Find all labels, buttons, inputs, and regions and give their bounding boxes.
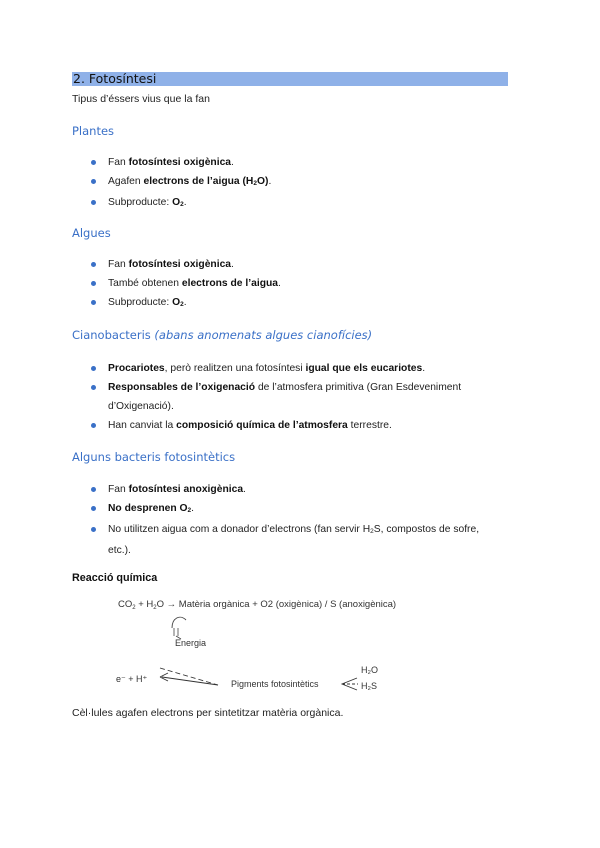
energy-arc xyxy=(172,617,186,628)
heading-algues: Algues xyxy=(72,226,111,240)
reaction-diagram xyxy=(0,590,600,700)
dashed-arrow xyxy=(160,668,218,685)
energia-label: Energia xyxy=(175,638,207,648)
list-item: Han canviat la composició química de l’atmosfera terrestre. xyxy=(0,416,508,435)
heading-cianobacteris: Cianobacteris (abans anomenats algues cianofícies) xyxy=(72,328,373,342)
h2s-label: H₂S xyxy=(361,681,377,691)
list-item: No utilitzen aigua com a donador d’electrons (fan servir $H_2S$, compostos de sofre, etc.). xyxy=(0,520,508,560)
heading-reaccio: Reacció química xyxy=(72,572,158,584)
plantes-list xyxy=(0,153,508,214)
algues-list xyxy=(0,255,508,314)
heading-plantes: Plantes xyxy=(72,124,115,138)
ciano-list xyxy=(0,359,508,435)
h2o-label: H₂O xyxy=(361,665,378,675)
list-item: No desprenen $O_2$. xyxy=(0,499,508,520)
reaction-equation: $CO_2 + H_2O$ → Matèria orgànica + O2 (oxigènica) / S (anoxigènica) xyxy=(118,599,397,611)
list-item: També obtenen electrons de l’aigua. xyxy=(0,274,508,293)
heading-bacteris: Alguns bacteris fotosintètics xyxy=(72,450,236,464)
list-item: Fan fotosíntesi oxigènica. xyxy=(0,153,508,172)
list-item: Subproducte: $O_2$. xyxy=(0,193,508,214)
list-item: Procariotes, però realitzen una fotosíntesi igual que els eucariotes. xyxy=(0,359,508,378)
section-heading-bar xyxy=(72,72,508,86)
solid-arrow xyxy=(162,677,218,685)
pigments-label: Pigments fotosintètics xyxy=(231,679,319,689)
list-item: Subproducte: $O_2$. xyxy=(0,293,508,314)
bacteris-list xyxy=(0,480,508,560)
list-item: Responsables de l’oxigenació de l’atmosfera primitiva (Gran Esdeveniment d’Oxigenació). xyxy=(0,378,508,416)
section-title: 2. Fotosíntesi xyxy=(73,71,157,86)
closing-text: Cèl·lules agafen electrons per sintetitzar matèria orgànica. xyxy=(72,707,344,719)
list-item: Agafen electrons de l’aigua $(H_2O)$. xyxy=(0,172,508,193)
list-item: Fan fotosíntesi anoxigènica. xyxy=(0,480,508,499)
list-item: Fan fotosíntesi oxigènica. xyxy=(0,255,508,274)
intro-text: Tipus d’éssers vius que la fan xyxy=(72,93,210,105)
electrons-label: e⁻ + H⁺ xyxy=(116,674,148,684)
